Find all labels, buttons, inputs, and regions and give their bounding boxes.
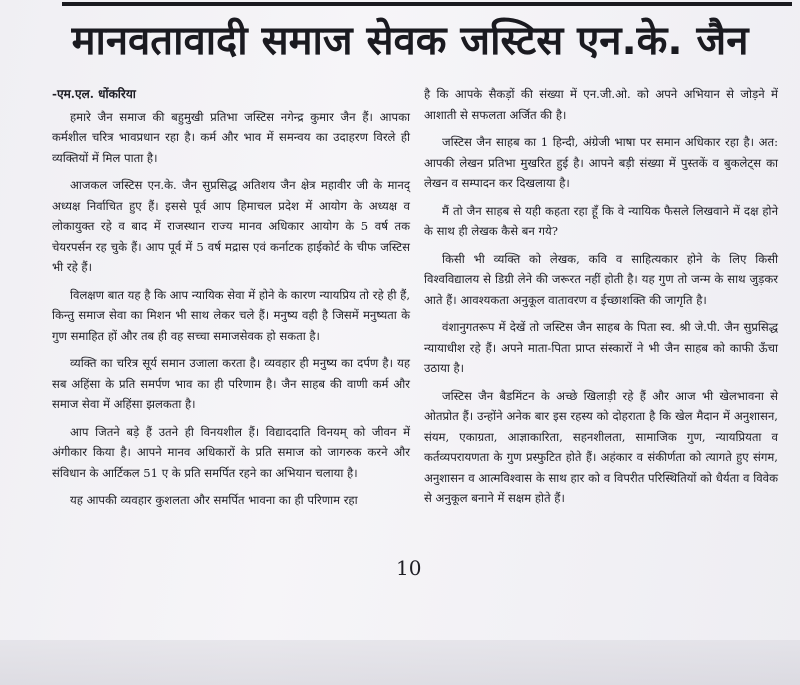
left-column — [52, 84, 410, 518]
paragraph: जस्टिस जैन बैडमिंटन के अच्छे खिलाड़ी रहे हैं और आज भी खेलभावना से ओतप्रोत हैं। उन्होंने अनेक बार इस रहस्य को दोहराता है कि खेल मैदान में अनुशासन, संयम, एकाग्रता, आज्ञाकारिता, सहनशीलता, सामाजिक गुण, न्यायप्रियता व कर्तव्यपरायणता के गुण प्रस्फुटित होते हैं। अहंकार व संकीर्णता को त्यागते हुए संगम, अनुशासन व आत्मविश्वास के साथ हार को व विपरीत परिस्थितियों को धैर्यता व विवेक से अनुकूल बनाने में सक्षम होते हैं। — [424, 388, 778, 505]
article-title: मानवतावादी समाज सेवक जस्टिस एन.के. जैन — [71, 18, 749, 64]
page-bottom-edge — [0, 640, 800, 685]
paragraph: विलक्षण बात यह है कि आप न्यायिक सेवा में होने के कारण न्यायप्रिय तो रहे ही हैं, किन्तु समाज सेवा का मिशन भी साथ लेकर चले हैं। मनुष्य वही है जिसमें मनुष्यता के गुण समाहित हों और तब ही वह सच्चा समाजसेवक हो सकता है। — [52, 287, 410, 343]
paragraph: हमारे जैन समाज की बहुमुखी प्रतिभा जस्टिस नगेन्द्र कुमार जैन हैं। आपका कर्मशील चरित्र भावप्रधान रहा है। कर्म और भाव में समन्वय का उदाहरण विरले ही व्यक्तियों में मिल पाता है। — [52, 109, 410, 165]
paragraph: आप जितने बड़े हैं उतने ही विनयशील हैं। विद्याददाति विनयम् को जीवन में अंगीकार किया है। आपने मानव अधिकारों के प्रति समाज को जागरुक करने और संविधान के आर्टिकल 51 ए के प्रति समर्पित रहने का अभियान चलाया है। — [52, 424, 410, 480]
paragraph: आजकल जस्टिस एन.के. जैन सुप्रसिद्ध अतिशय जैन क्षेत्र महावीर जी के मानद् अध्यक्ष निर्वाचित हुए हैं। इससे पूर्व आप हिमाचल प्रदेश में आयोग के अध्यक्ष व लोकायुक्त रहे व बाद में राजस्थान राज्य मानव अधिकार आयोग के 5 वर्ष तक चेयरपर्सन रह चुके हैं। आप पूर्व में 5 वर्ष मद्रास एवं कर्नाटक हाईकोर्ट के चीफ जस्टिस भी रहे हैं। — [52, 178, 410, 274]
author-byline: -एम.एल. धोंकरिया — [52, 87, 136, 101]
paragraph: मैं तो जैन साहब से यही कहता रहा हूँ कि वे न्यायिक फैसले लिखवाने में दक्ष होने के साथ ही लेखक कैसे बन गये? — [424, 203, 778, 238]
paragraph: यह आपकी व्यवहार कुशलता और समर्पित भावना का ही परिणाम रहा — [70, 493, 358, 507]
paragraph: व्यक्ति का चरित्र सूर्य समान उजाला करता है। व्यवहार ही मनुष्य का दर्पण है। यह सब अहिंसा के प्रति समर्पण भाव का ही परिणाम है। जैन साहब की वाणी कर्म और समाज सेवा में अहिंसा झलकता है। — [52, 356, 410, 411]
right-column — [424, 84, 778, 516]
top-rule — [62, 2, 792, 6]
paragraph: किसी भी व्यक्ति को लेखक, कवि व साहित्यकार होने के लिए किसी विश्वविद्यालय से डिग्री लेने की जरूरत नहीं होती है। यह गुण तो जन्म के साथ जुड़कर आते हैं। आवश्यकता अनुकूल वातावरण व ईच्छाशक्ति की जागृति है। — [424, 251, 778, 307]
paragraph: वंशानुगतरूप में देखें तो जस्टिस जैन साहब के पिता स्व. श्री जे.पी. जैन सुप्रसिद्ध न्यायाधीश रहे हैं। अपने माता-पिता प्राप्त संस्कारों ने भी जैन साहब को काफी ऊँचा उठाया है। — [424, 320, 778, 375]
paragraph: जस्टिस जैन साहब का 1 हिन्दी, अंग्रेजी भाषा पर समान अधिकार रहा है। अत: आपकी लेखन प्रतिभा मुखरित हुई है। आपने बड़ी संख्या में पुस्तकें व बुकलेट्स का लेखन व सम्पादन कर दिखलाया है। — [424, 135, 778, 190]
paragraph: है कि आपके सैकड़ों की संख्या में एन.जी.ओ. को अपने अभियान से जोड़ने में आशाती से सफलता अर्जित की है। — [424, 87, 778, 122]
page-number: 10 — [396, 556, 422, 580]
